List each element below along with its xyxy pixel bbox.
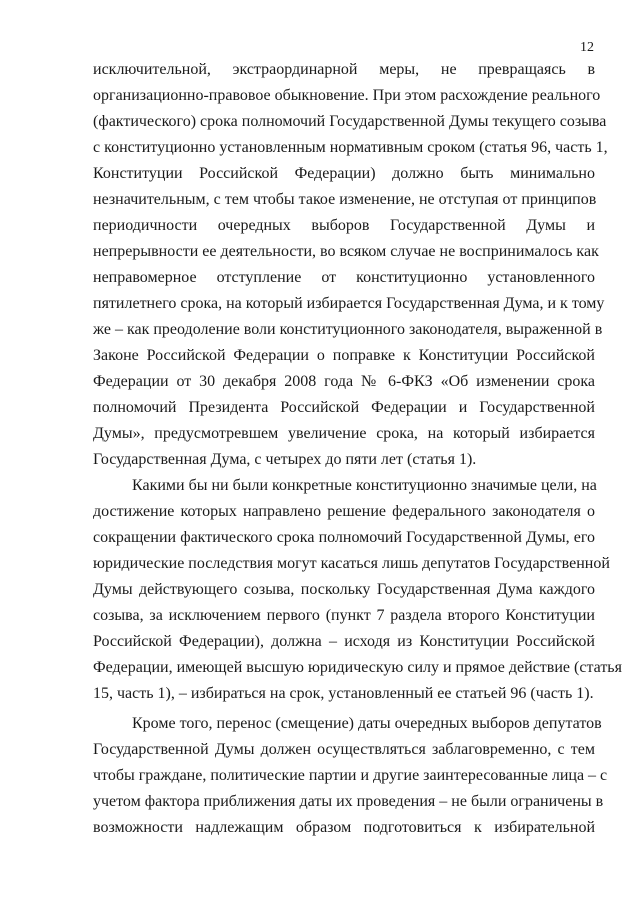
text-line: неправомерное отступление от конституционно установленного [93, 269, 595, 286]
text-line: сокращении фактического срока полномочий Государственной Думы, его [93, 529, 595, 546]
text-line: чтобы граждане, политические партии и другие заинтересованные лица – с [93, 767, 608, 784]
text-line: Государственная Дума, с четырех до пяти лет (статья 1). [93, 451, 477, 468]
text-line: Кроме того, перенос (смещение) даты очередных выборов депутатов [132, 715, 602, 732]
text-line: созыва, за исключением первого (пункт 7 раздела второго Конституции [93, 607, 595, 624]
text-line: 15, часть 1), – избираться на срок, установленный ее статьей 96 (часть 1). [93, 685, 594, 702]
text-line: возможности надлежащим образом подготовиться к избирательной [93, 819, 595, 836]
text-line: юридические последствия могут касаться лишь депутатов Государственной [93, 555, 610, 572]
text-line: исключительной, экстраординарной меры, не превращаясь в [93, 61, 595, 78]
text-line: Федерации от 30 декабря 2008 года № 6-ФКЗ «Об изменении срока [93, 373, 595, 390]
text-line: полномочий Президента Российской Федерации и Государственной [93, 399, 595, 416]
text-line: непрерывности ее деятельности, во всяком случае не воспринималось как [93, 243, 599, 260]
text-line: пятилетнего срока, на который избирается Государственная Дума, и к тому [93, 295, 605, 312]
text-line: достижение которых направлено решение федерального законодателя о [93, 503, 595, 520]
text-line: периодичности очередных выборов Государственной Думы и [93, 217, 595, 234]
text-line: учетом фактора приближения даты их проведения – не были ограничены в [93, 793, 604, 810]
text-line: организационно-правовое обыкновение. При этом расхождение реального [93, 87, 601, 104]
text-line: Государственной Думы должен осуществляться заблаговременно, с тем [93, 741, 595, 758]
text-line: Законе Российской Федерации о поправке к Конституции Российской [93, 347, 595, 364]
text-line: Какими бы ни были конкретные конституционно значимые цели, на [132, 477, 597, 494]
text-line: Российской Федерации), должна – исходя из Конституции Российской [93, 633, 595, 650]
text-line: незначительным, с тем чтобы такое изменение, не отступая от принципов [93, 191, 597, 208]
text-line: с конституционно установленным нормативным сроком (статья 96, часть 1, [93, 139, 608, 156]
text-line: Федерации, имеющей высшую юридическую силу и прямое действие (статья [93, 659, 622, 676]
text-line: Конституции Российской Федерации) должно быть минимально [93, 165, 595, 182]
text-line: (фактического) срока полномочий Государственной Думы текущего созыва [93, 113, 607, 130]
text-line: Думы действующего созыва, поскольку Государственная Дума каждого [93, 581, 595, 598]
page-number: 12 [580, 40, 594, 55]
text-line: Думы», предусмотревшем увеличение срока, на который избирается [93, 425, 595, 442]
text-line: же – как преодоление воли конституционного законодателя, выраженной в [93, 321, 603, 338]
